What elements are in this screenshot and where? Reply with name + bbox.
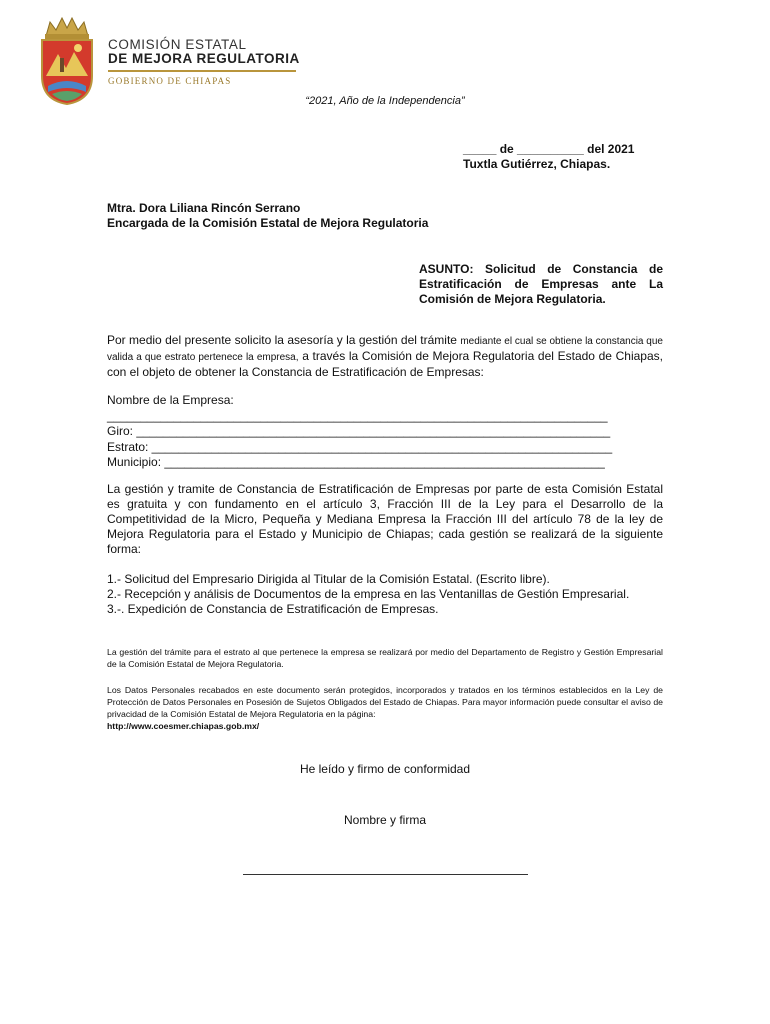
company-fields	[107, 393, 667, 471]
intro-part1: Por medio del presente solicito la asesoría y la gestión del trámite	[107, 333, 461, 347]
privacy-note	[107, 684, 663, 732]
privacy-text: Los Datos Personales recabados en este documento serán protegidos, incorporados y tratados en los términos establecidos en la Ley de Protección de Datos Personales en Posesión de Sujetos Obligados del Estado de Chiapas. Para mayor información puede consultar el aviso de privacidad de la Comisión Estatal de Mejora Regulatoria en la página:	[107, 685, 663, 719]
body-paragraph: La gestión y tramite de Constancia de Estratificación de Empresas por parte de esta Comisión Estatal es gratuita y con fundamento en el artículo 3, Fracción III de la Ley para el Desarrollo de la Competitividad de la Micro, Pequeña y Mediana Empresa la Fracción III del artículo 78 de la ley de Mejora Regulatoria para el Estado y Municipio de Chiapas; cada gestión se realizará de la siguiente forma:	[107, 482, 663, 556]
agreement-text: He leído y firmo de conformidad	[299, 762, 471, 776]
privacy-url: http://www.coesmer.chiapas.gob.mx/	[107, 721, 260, 731]
signature-line	[243, 874, 528, 875]
org-name-line1: COMISIÓN ESTATAL	[108, 37, 247, 52]
step-item: 2.- Recepción y análisis de Documentos de la empresa en las Ventanillas de Gestión Empresarial.	[107, 587, 630, 601]
step-item: 3.-. Expedición de Constancia de Estratificación de Empresas.	[107, 602, 439, 616]
subject-line: ASUNTO: Solicitud de Constancia de Estratificación de Empresas ante La Comisión de Mejora Regulatoria.	[419, 262, 663, 306]
city-line: Tuxtla Gutiérrez, Chiapas.	[463, 157, 611, 171]
field-municipio: Municipio: __________________________________________________________________	[107, 455, 605, 469]
addressee-block	[107, 201, 428, 231]
field-giro: Giro: _______________________________________________________________________	[107, 424, 611, 438]
intro-part3: a través la Comisión de Mejora Regulatoria del Estado de Chiapas, con el objeto de obtener la Constancia de Estratificación de Empresas:	[107, 349, 663, 379]
intro-part2: mediante el cual se obtiene la constancia que valida a que estrato pertenece la empresa,	[107, 336, 663, 363]
chiapas-coat-of-arms-icon	[38, 14, 96, 106]
year-motto: “2021, Año de la Independencia”	[305, 95, 465, 107]
steps-list	[107, 572, 629, 617]
date-line: _____ de __________ del 2021	[463, 142, 635, 156]
field-empresa-line: ___________________________________________________________________________	[107, 408, 608, 423]
org-name-line2: DE MEJORA REGULATORIA	[108, 51, 300, 66]
step-item: 1.- Solicitud del Empresario Dirigida al Titular de la Comisión Estatal. (Escrito libre).	[107, 572, 550, 586]
addressee-title: Encargada de la Comisión Estatal de Mejora Regulatoria	[107, 216, 429, 230]
date-block	[463, 142, 634, 172]
intro-paragraph	[107, 333, 663, 380]
header-divider	[108, 70, 296, 72]
field-empresa-label: Nombre de la Empresa:	[107, 393, 234, 407]
signature-label: Nombre y firma	[343, 813, 426, 827]
government-name: GOBIERNO DE CHIAPAS	[108, 76, 232, 86]
addressee-name: Mtra. Dora Liliana Rincón Serrano	[107, 201, 301, 215]
procedure-note: La gestión del trámite para el estrato al que pertenece la empresa se realizará por medio del Departamento de Registro y Gestión Empresarial de la Comisión Estatal de Mejora Regulatoria.	[107, 647, 663, 669]
field-estrato: Estrato: _____________________________________________________________________	[107, 439, 613, 454]
